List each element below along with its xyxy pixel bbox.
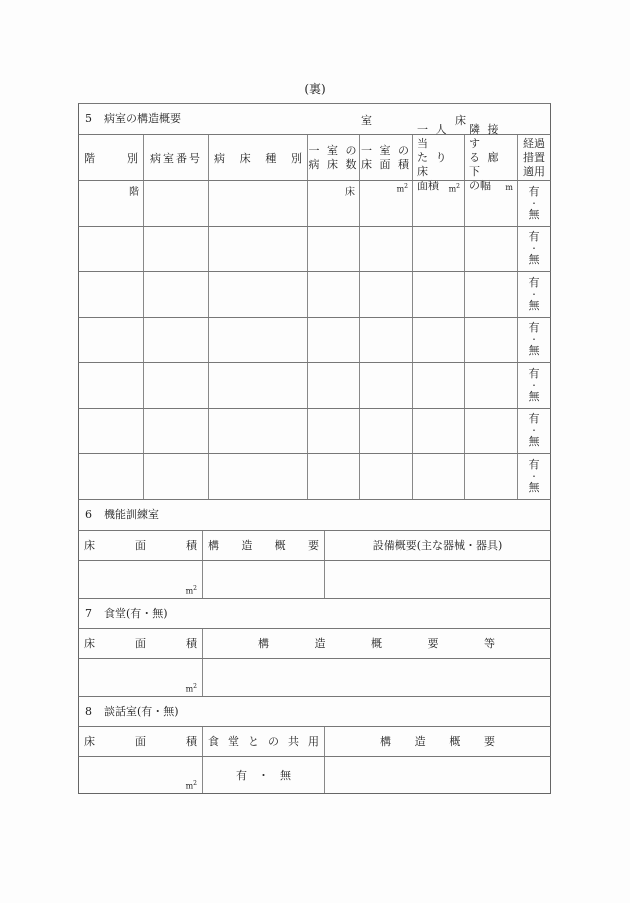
header-text: 病室番号 xyxy=(150,151,202,165)
ward-row xyxy=(78,226,551,272)
section8-title-row xyxy=(78,696,551,726)
section-title: 談話室(有・無) xyxy=(104,704,179,718)
separator: ・ xyxy=(258,768,269,782)
section-title: 食堂(有・無) xyxy=(104,606,168,620)
room-number-field[interactable] xyxy=(143,227,208,272)
option-yes[interactable]: 有 xyxy=(236,768,247,782)
header-text: 隣 接 す xyxy=(469,122,501,150)
area-per-person-field[interactable] xyxy=(412,227,464,272)
room-number-field[interactable] xyxy=(143,272,208,317)
structure-field[interactable] xyxy=(324,757,550,793)
separator: ・ xyxy=(530,244,538,254)
transition-yes-no-option[interactable] xyxy=(517,181,550,226)
header-text: 堂 xyxy=(228,735,239,748)
area-per-room-field[interactable] xyxy=(359,181,412,226)
corridor-width-field[interactable] xyxy=(464,272,517,317)
option-yes[interactable]: 有 xyxy=(528,275,540,289)
header-shared-with-dining xyxy=(202,727,324,756)
area-per-room-field[interactable] xyxy=(359,454,412,499)
section-number: 7 xyxy=(85,606,92,620)
header-text: 積 xyxy=(186,735,197,748)
beds-per-room-field[interactable] xyxy=(307,409,359,454)
header-text: 造 xyxy=(314,637,326,650)
header-text: 概 xyxy=(449,735,461,748)
section6-title-row xyxy=(78,499,551,530)
header-text: 床 xyxy=(239,151,251,165)
header-equipment xyxy=(324,531,550,560)
bed-type-field[interactable] xyxy=(208,181,307,226)
floor-field[interactable] xyxy=(79,318,143,363)
header-structure xyxy=(324,727,550,756)
floor-field[interactable] xyxy=(79,363,143,408)
transition-yes-no-option[interactable] xyxy=(517,272,550,317)
option-no[interactable]: 無 xyxy=(528,435,540,449)
header-text: 床 面 積 xyxy=(361,157,411,171)
separator: ・ xyxy=(530,426,538,436)
room-number-field[interactable] xyxy=(143,454,208,499)
unit-sqm: $m^2$ xyxy=(185,779,197,791)
header-floor-area xyxy=(79,727,202,756)
beds-per-room-field[interactable] xyxy=(307,454,359,499)
header-text: 病 床 数 xyxy=(308,157,359,171)
header-beds-per-room xyxy=(307,135,359,180)
separator: ・ xyxy=(530,198,538,208)
header-corridor-width xyxy=(464,122,517,192)
header-text: 共 xyxy=(288,735,299,748)
header-floor xyxy=(79,135,143,180)
unit-sqm: $m^2$ xyxy=(185,584,197,596)
area-per-person-field[interactable] xyxy=(412,272,464,317)
header-text: 一 室 の xyxy=(308,143,359,157)
header-text: 概 xyxy=(274,539,286,552)
transition-yes-no-option[interactable] xyxy=(517,363,550,408)
option-no[interactable]: 無 xyxy=(528,344,540,358)
header-text: 造 xyxy=(241,539,253,552)
corridor-width-field[interactable] xyxy=(464,318,517,363)
structure-field[interactable] xyxy=(202,561,324,598)
section-title: 機能訓練室 xyxy=(104,507,159,521)
area-per-room-field[interactable] xyxy=(359,272,412,317)
beds-per-room-field[interactable] xyxy=(307,363,359,408)
label-bed: 床 xyxy=(455,114,466,127)
header-text: 階 xyxy=(84,151,95,165)
page-title: (裏) xyxy=(304,82,326,96)
bed-type-field[interactable] xyxy=(208,227,307,272)
section7-data-row xyxy=(78,658,551,696)
unit-beds: 床 xyxy=(345,187,355,198)
transition-yes-no-option[interactable] xyxy=(517,454,550,499)
floor-area-field[interactable] xyxy=(79,659,202,696)
room-number-field[interactable] xyxy=(143,181,208,226)
bed-type-field[interactable] xyxy=(208,409,307,454)
header-text: た り 床 xyxy=(417,150,449,178)
floor-field[interactable] xyxy=(79,272,143,317)
header-text: 床 xyxy=(84,735,95,748)
form-table xyxy=(78,103,551,794)
option-no[interactable]: 無 xyxy=(528,480,540,494)
transition-yes-no-option[interactable] xyxy=(517,227,550,272)
header-text: 等 xyxy=(484,637,495,650)
option-no[interactable]: 無 xyxy=(528,207,540,221)
separator: ・ xyxy=(530,335,538,345)
header-text: 措置 xyxy=(523,150,545,164)
header-text: 床 xyxy=(84,637,95,650)
corridor-width-field[interactable] xyxy=(464,227,517,272)
option-no[interactable]: 無 xyxy=(280,768,291,782)
corridor-width-field[interactable] xyxy=(464,454,517,499)
header-text: 設備概要(主な器械・器具) xyxy=(372,539,503,552)
area-per-room-field[interactable] xyxy=(359,409,412,454)
header-room-number xyxy=(143,135,208,180)
header-text: の xyxy=(268,735,279,748)
corridor-width-field[interactable] xyxy=(464,409,517,454)
section-title: 病室の構造概要 xyxy=(104,112,181,125)
option-yes[interactable]: 有 xyxy=(528,321,540,335)
header-area-per-room xyxy=(359,135,412,180)
section7-title-row xyxy=(78,598,551,628)
unit-sqm: $m^2$ xyxy=(448,183,460,194)
area-per-person-field[interactable] xyxy=(412,409,464,454)
header-text: 構 xyxy=(208,539,219,552)
header-floor-area xyxy=(79,629,202,658)
ward-row xyxy=(78,362,551,408)
unit-sqm: $m^2$ xyxy=(396,183,408,194)
transition-yes-no-option[interactable] xyxy=(517,318,550,363)
floor-field[interactable] xyxy=(79,409,143,454)
ward-row xyxy=(78,180,551,226)
header-text: 要 xyxy=(307,539,319,552)
area-per-person-field[interactable] xyxy=(412,363,464,408)
bed-type-field[interactable] xyxy=(208,363,307,408)
header-text: 構 xyxy=(380,735,391,748)
header-bed-type xyxy=(208,135,307,180)
bed-type-field[interactable] xyxy=(208,454,307,499)
beds-per-room-field[interactable] xyxy=(307,318,359,363)
header-structure xyxy=(202,531,324,560)
header-text: 別 xyxy=(290,151,302,165)
beds-per-room-field[interactable] xyxy=(307,181,359,226)
ward-row xyxy=(78,271,551,317)
header-text: 要 xyxy=(427,637,439,650)
header-text: 一 人 当 xyxy=(417,122,449,150)
separator: ・ xyxy=(530,471,538,481)
option-yes[interactable]: 有 xyxy=(528,366,540,380)
corridor-width-field[interactable] xyxy=(464,178,517,226)
header-text: 用 xyxy=(308,735,319,748)
area-per-room-field[interactable] xyxy=(359,318,412,363)
header-text: 積 xyxy=(186,637,197,650)
beds-per-room-field[interactable] xyxy=(307,227,359,272)
section-number: 8 xyxy=(85,704,92,718)
option-no[interactable]: 無 xyxy=(528,298,540,312)
header-text: と xyxy=(248,735,259,748)
header-text: 面積 xyxy=(417,178,439,192)
unit-meter: m xyxy=(505,183,513,192)
header-text: 要 xyxy=(483,735,495,748)
corridor-width-field[interactable] xyxy=(464,363,517,408)
header-structure xyxy=(202,629,550,658)
floor-area-field[interactable] xyxy=(79,561,202,598)
header-text: の幅 xyxy=(469,178,491,192)
room-number-field[interactable] xyxy=(143,318,208,363)
section6-header-row xyxy=(78,530,551,560)
floor-field[interactable] xyxy=(79,181,143,226)
option-no[interactable]: 無 xyxy=(528,253,540,267)
header-text: 病 xyxy=(214,151,225,165)
header-text: 面 xyxy=(135,637,146,650)
option-yes[interactable]: 有 xyxy=(528,230,540,244)
area-per-person-field[interactable] xyxy=(412,318,464,363)
unit-sqm: $m^2$ xyxy=(185,682,197,694)
section7-header-row xyxy=(78,628,551,658)
room-number-field[interactable] xyxy=(143,363,208,408)
floor-area-field[interactable] xyxy=(79,757,202,793)
equipment-field[interactable] xyxy=(324,561,550,598)
option-yes[interactable]: 有 xyxy=(528,412,540,426)
area-per-room-field[interactable] xyxy=(359,227,412,272)
ward-row xyxy=(78,408,551,454)
header-text: 一 室 の xyxy=(361,143,411,157)
section-number: 5 xyxy=(85,112,92,125)
header-text: 適用 xyxy=(523,164,545,178)
floor-field[interactable] xyxy=(79,454,143,499)
separator: ・ xyxy=(530,380,538,390)
header-text: 面 xyxy=(135,539,146,552)
header-text: 別 xyxy=(127,151,138,165)
area-per-person-field[interactable] xyxy=(412,454,464,499)
beds-per-room-field[interactable] xyxy=(307,272,359,317)
bed-type-field[interactable] xyxy=(208,318,307,363)
label-room: 室 xyxy=(361,114,372,127)
header-text: 経過 xyxy=(523,136,545,150)
transition-yes-no-option[interactable] xyxy=(517,409,550,454)
header-text: 概 xyxy=(371,637,382,650)
section6-data-row xyxy=(78,560,551,598)
header-text: 床 xyxy=(84,539,95,552)
option-no[interactable]: 無 xyxy=(528,389,540,403)
unit-floor: 階 xyxy=(129,187,139,198)
ward-row xyxy=(78,453,551,499)
section-number: 6 xyxy=(85,507,92,521)
header-text: 食 xyxy=(208,735,219,748)
header-text: 構 xyxy=(258,637,269,650)
header-floor-area xyxy=(79,531,202,560)
header-text: 面 xyxy=(135,735,146,748)
header-text: 種 xyxy=(265,151,277,165)
section8-header-row xyxy=(78,726,551,756)
room-number-field[interactable] xyxy=(143,409,208,454)
shared-yes-no-option[interactable] xyxy=(202,757,324,793)
separator: ・ xyxy=(530,289,538,299)
section8-data-row xyxy=(78,756,551,794)
area-per-person-field[interactable] xyxy=(412,178,464,226)
option-yes[interactable]: 有 xyxy=(528,184,540,198)
header-text: る 廊 下 xyxy=(469,150,501,178)
header-text: 造 xyxy=(414,735,426,748)
structure-field[interactable] xyxy=(202,659,550,696)
floor-field[interactable] xyxy=(79,227,143,272)
area-per-room-field[interactable] xyxy=(359,363,412,408)
header-transition xyxy=(517,135,550,180)
ward-row xyxy=(78,317,551,363)
option-yes[interactable]: 有 xyxy=(528,457,540,471)
bed-type-field[interactable] xyxy=(208,272,307,317)
header-text: 積 xyxy=(186,539,197,552)
